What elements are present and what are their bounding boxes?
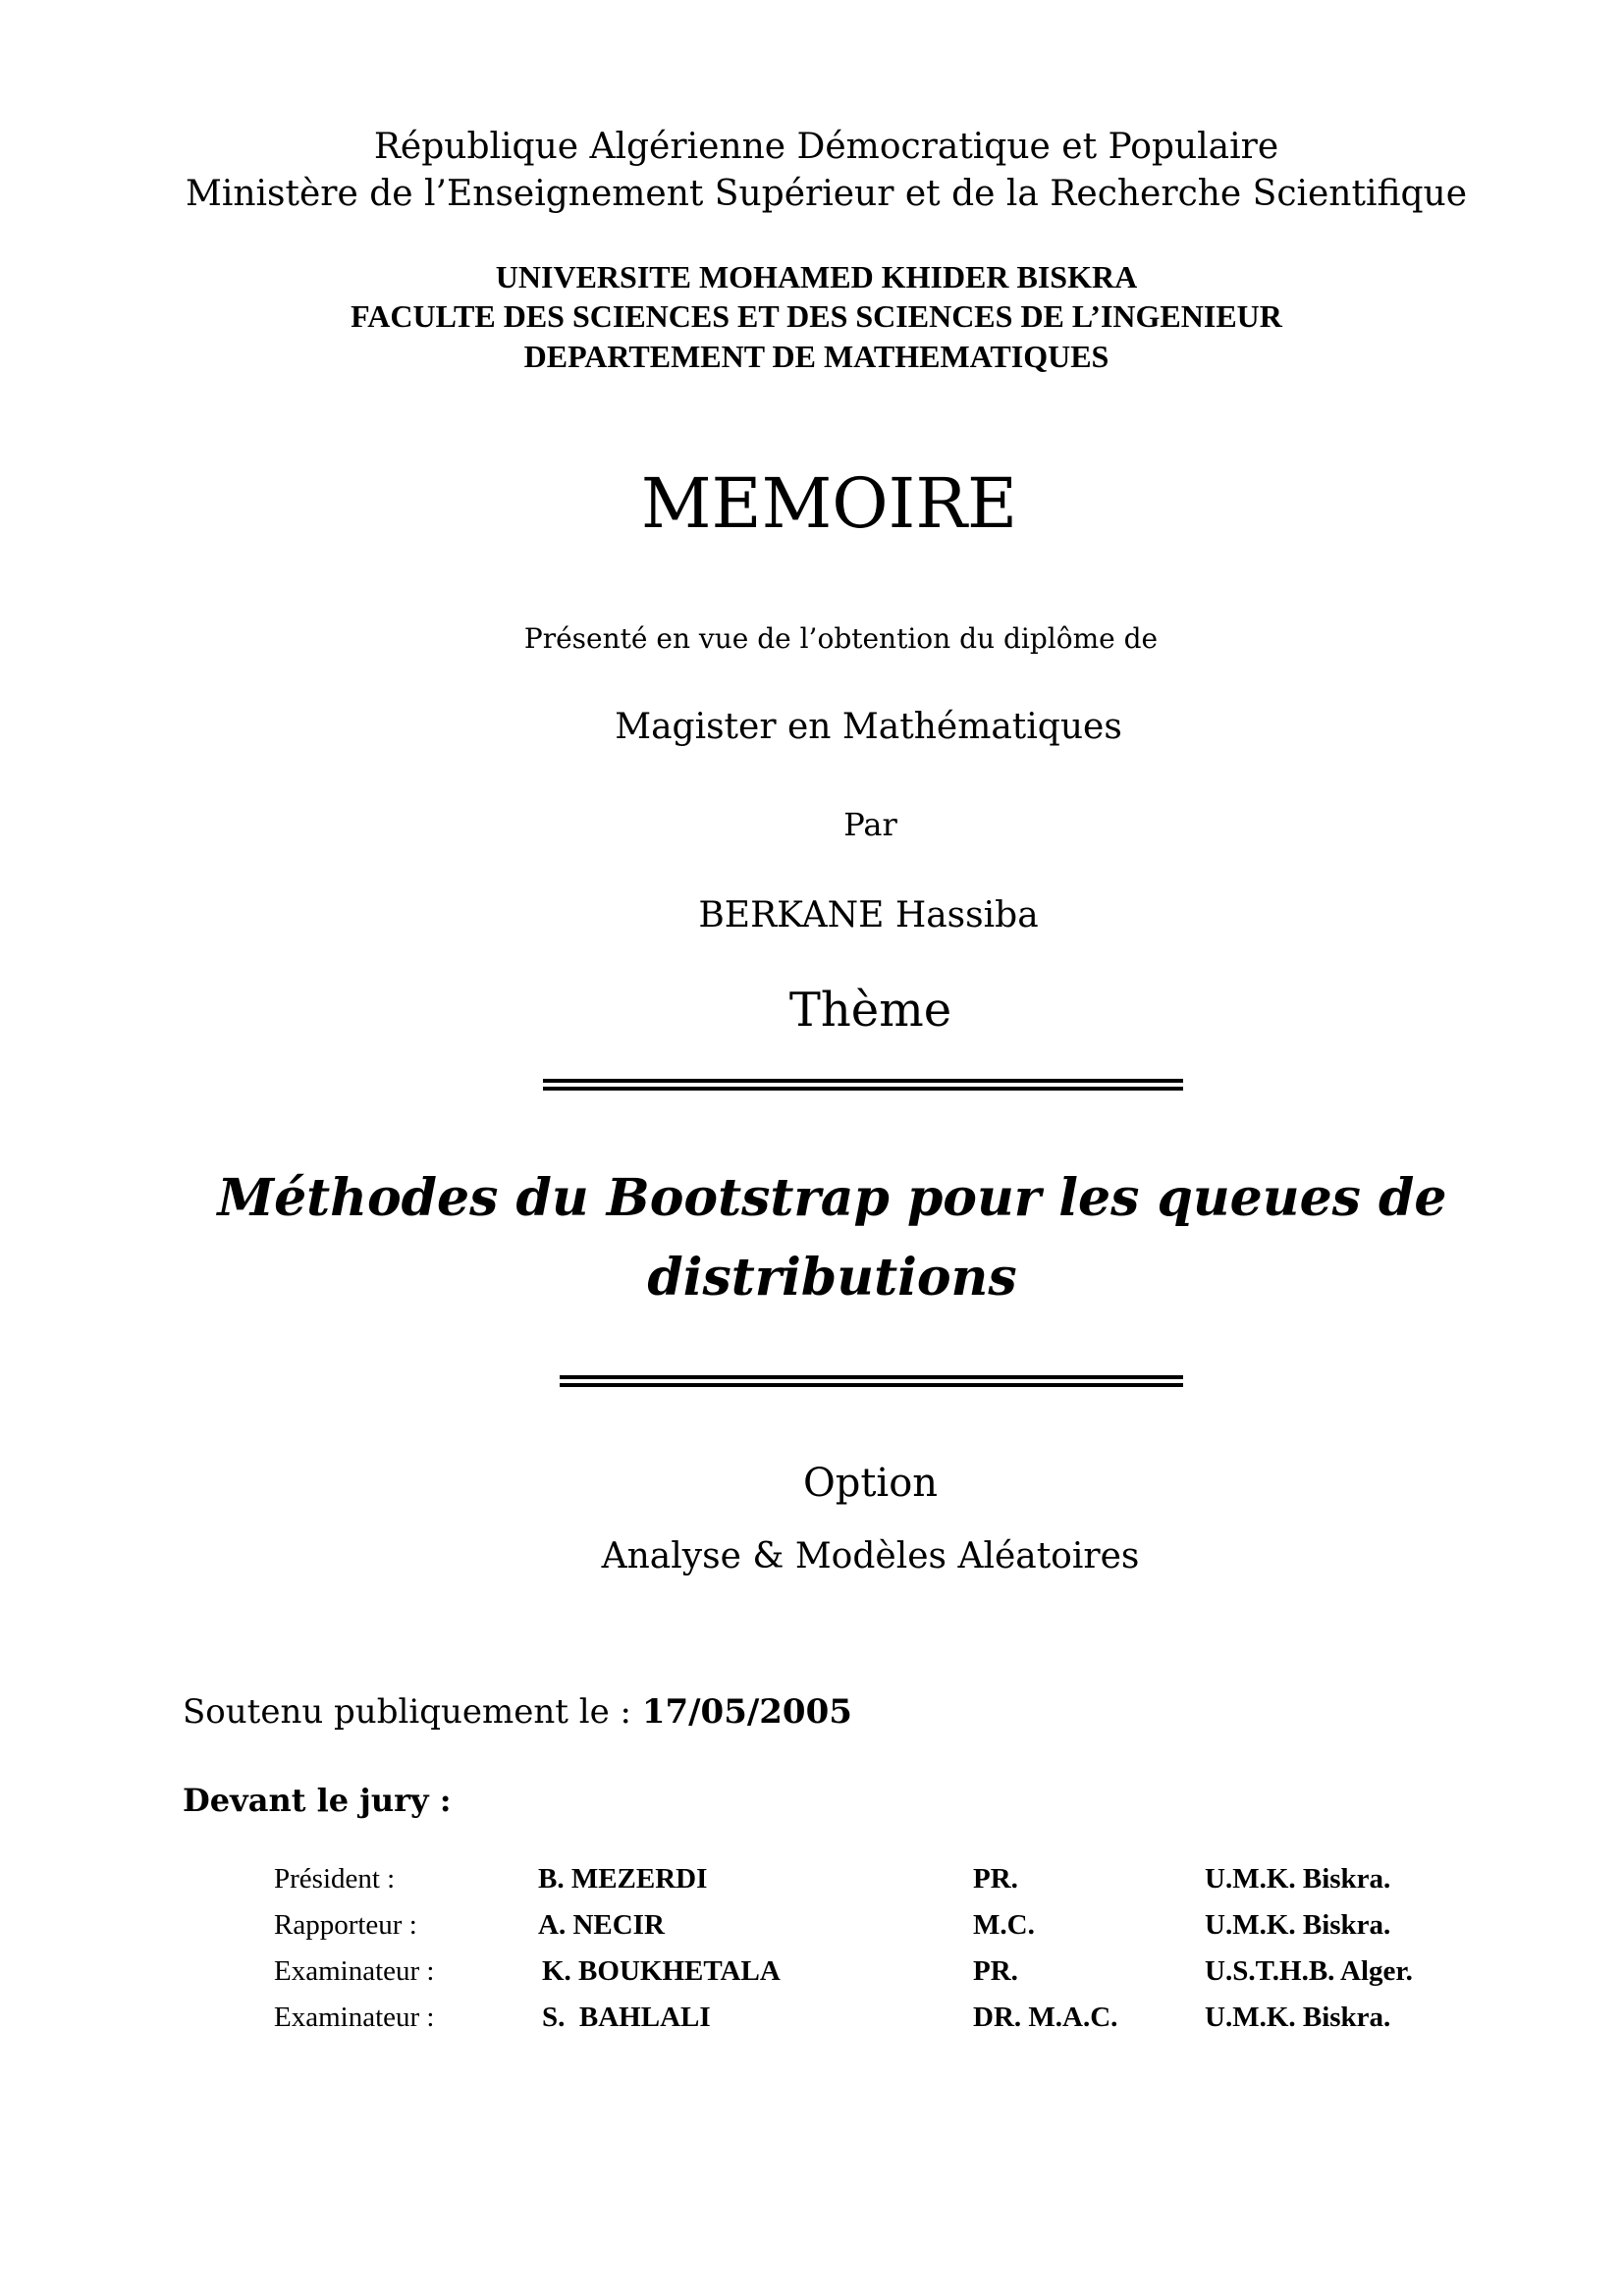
jury-role: Examinateur : [274, 1955, 435, 1987]
jury-rank: M.C. [973, 1909, 1035, 1941]
jury-name: K. BOUKHETALA [542, 1955, 781, 1987]
title-rule-top-2 [543, 1087, 1183, 1091]
defense-label: Soutenu publiquement le : [183, 1692, 631, 1732]
option-label: Option [802, 1461, 939, 1506]
republic-line: République Algérienne Démocratique et Populaire [373, 127, 1279, 167]
jury-name: B. MEZERDI [538, 1863, 708, 1895]
jury-institution: U.S.T.H.B. Alger. [1205, 1955, 1413, 1987]
degree-line: Magister en Mathématiques [615, 707, 1122, 747]
document-type: MEMOIRE [640, 463, 1018, 544]
option-value: Analyse & Modèles Aléatoires [601, 1536, 1140, 1576]
defense-date: 17/05/2005 [641, 1692, 852, 1732]
title-rule-bottom-1 [560, 1375, 1183, 1379]
theme-label: Thème [788, 983, 952, 1038]
jury-name: S. BAHLALI [542, 2002, 711, 2033]
ministry-line: Ministère de l’Enseignement Supérieur et de la Recherche Scientifique [185, 174, 1468, 214]
presentation-line: Présenté en vue de l’obtention du diplôme de [523, 622, 1159, 655]
jury-institution: U.M.K. Biskra. [1205, 1909, 1391, 1941]
jury-role: Rapporteur : [274, 1909, 417, 1941]
author-name: BERKANE Hassiba [698, 895, 1039, 935]
by-label: Par [843, 806, 897, 843]
university-line: UNIVERSITE MOHAMED KHIDER BISKRA [495, 259, 1138, 294]
jury-rank: PR. [973, 1863, 1018, 1895]
jury-rank: DR. M.A.C. [973, 2002, 1118, 2033]
department-line: DEPARTEMENT DE MATHEMATIQUES [523, 339, 1109, 374]
jury-label: Devant le jury : [183, 1782, 452, 1819]
jury-institution: U.M.K. Biskra. [1205, 1863, 1391, 1895]
title-rule-bottom-2 [560, 1383, 1183, 1387]
faculty-line: FACULTE DES SCIENCES ET DES SCIENCES DE L’INGENIEUR [351, 298, 1282, 334]
jury-rank: PR. [973, 1955, 1018, 1987]
jury-role: Examinateur : [274, 2002, 435, 2033]
thesis-title-line-2: distributions [647, 1248, 1017, 1308]
title-rule-top-1 [543, 1079, 1183, 1083]
jury-institution: U.M.K. Biskra. [1205, 2002, 1391, 2033]
jury-name: A. NECIR [538, 1909, 665, 1941]
jury-role: Président : [274, 1863, 396, 1895]
defense-line [183, 1690, 852, 1734]
thesis-title-line-1: Méthodes du Bootstrap pour les queues de [217, 1168, 1447, 1228]
